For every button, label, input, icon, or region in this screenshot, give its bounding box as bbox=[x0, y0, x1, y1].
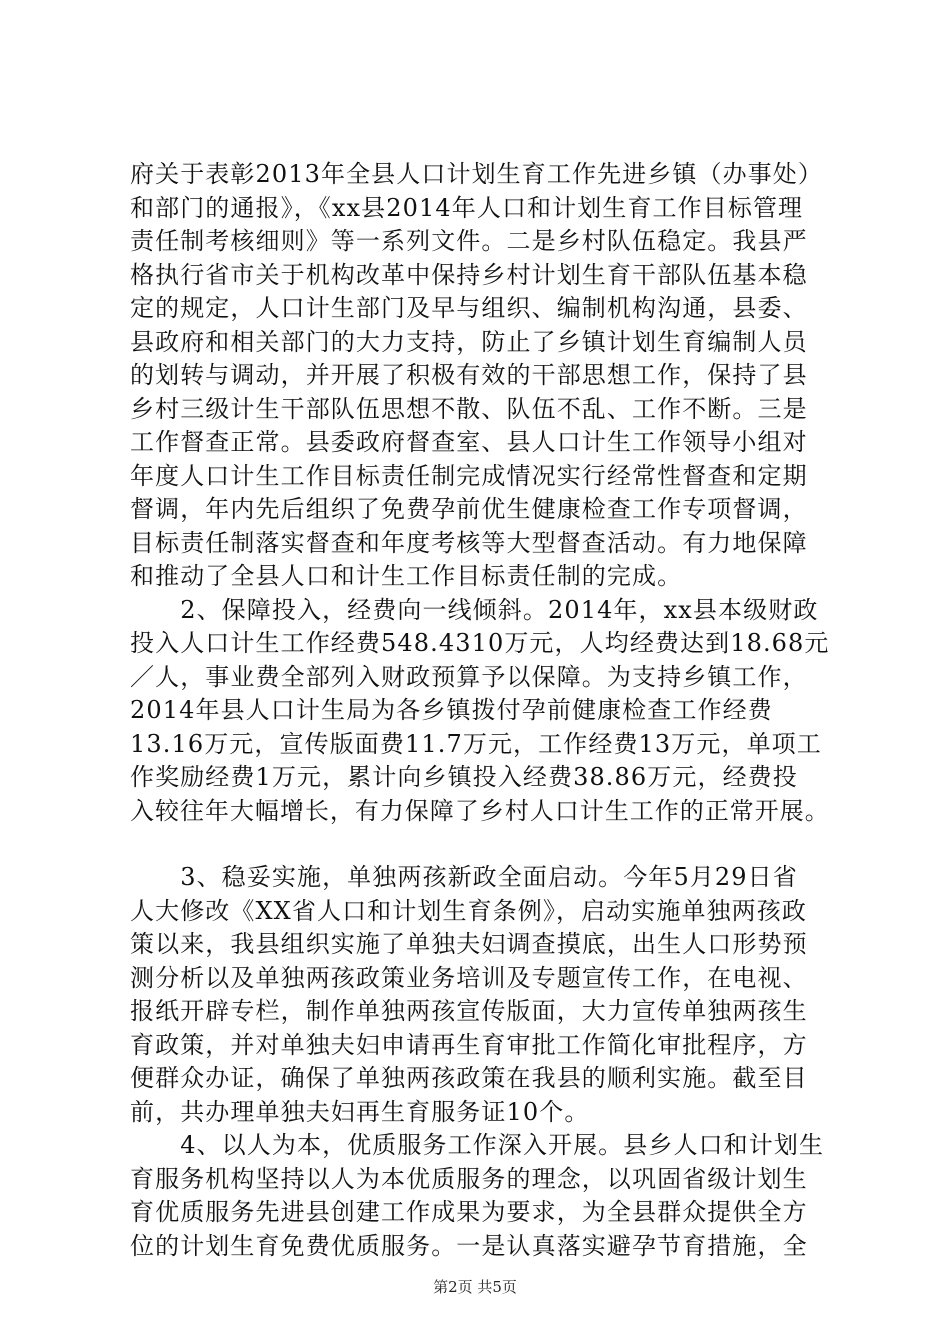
text-line: 3、稳妥实施，单独两孩新政全面启动。今年5月29日省 bbox=[130, 863, 798, 891]
text-line: 2、保障投入，经费向一线倾斜。2014年，xx县本级财政 bbox=[130, 595, 819, 624]
text-line: 位的计划生育免费优质服务。一是认真落实避孕节育措施，全 bbox=[130, 1231, 808, 1260]
text-line: 格执行省市关于机构改革中保持乡村计划生育干部队伍基本稳 bbox=[130, 260, 808, 289]
text-line: 育政策，并对单独夫妇申请再生育审批工作简化审批程序，方 bbox=[130, 1030, 808, 1059]
text-line: 育服务机构坚持以人为本优质服务的理念，以巩固省级计划生 bbox=[130, 1164, 808, 1193]
text-line: 县政府和相关部门的大力支持，防止了乡镇计划生育编制人员 bbox=[130, 327, 808, 356]
text-line: 督调，年内先后组织了免费孕前优生健康检查工作专项督调， bbox=[130, 495, 808, 523]
text-line: 2014年县人口计生局为各乡镇拨付孕前健康检查工作经费 bbox=[130, 696, 773, 724]
text-line: 年度人口计生工作目标责任制完成情况实行经常性督查和定期 bbox=[130, 461, 808, 490]
text-line: 入较往年大幅增长，有力保障了乡村人口计生工作的正常开展。 bbox=[130, 796, 830, 825]
text-line: 的划转与调动，并开展了积极有效的干部思想工作，保持了县 bbox=[130, 361, 808, 389]
text-line: 策以来，我县组织实施了单独夫妇调查摸底，出生人口形势预 bbox=[130, 930, 808, 958]
text-line: 和推动了全县人口和计生工作目标责任制的完成。 bbox=[130, 562, 683, 590]
text-line: 作奖励经费1万元，累计向乡镇投入经费38.86万元，经费投 bbox=[130, 763, 798, 791]
text-line: 和部门的通报》，《xx县2014年人口和计划生育工作目标管理 bbox=[130, 193, 804, 222]
text-line: 投入人口计生工作经费548.4310万元，人均经费达到18.68元 bbox=[130, 629, 830, 657]
text-line: 便群众办证，确保了单独两孩政策在我县的顺利实施。截至目 bbox=[130, 1064, 808, 1092]
text-line: 4、以人为本，优质服务工作深入开展。县乡人口和计划生 bbox=[130, 1131, 825, 1159]
text-line: 乡村三级计生干部队伍思想不散、队伍不乱、工作不断。三是 bbox=[130, 394, 808, 423]
text-line: 定的规定，人口计生部门及早与组织、编制机构沟通，县委、 bbox=[130, 294, 808, 322]
text-line: 13.16万元，宣传版面费11.7万元，工作经费13万元，单项工 bbox=[130, 729, 822, 758]
text-line: 府关于表彰2013年全县人口计划生育工作先进乡镇（办事处） bbox=[130, 160, 823, 188]
text-line: 目标责任制落实督查和年度考核等大型督查活动。有力地保障 bbox=[130, 528, 808, 557]
text-line: 责任制考核细则》等一系列文件。二是乡村队伍稳定。我县严 bbox=[130, 227, 808, 255]
text-line: 育优质服务先进县创建工作成果为要求，为全县群众提供全方 bbox=[130, 1198, 808, 1226]
text-line: 人大修改《XX省人口和计划生育条例》，启动实施单独两孩政 bbox=[130, 896, 807, 925]
document-body bbox=[130, 158, 830, 1263]
text-line: 前，共办理单独夫妇再生育服务证10个。 bbox=[130, 1097, 590, 1126]
text-line: ／人，事业费全部列入财政预算予以保障。为支持乡镇工作， bbox=[130, 662, 808, 691]
page-footer: 第2页 共5页 bbox=[433, 1278, 517, 1296]
text-line: 报纸开辟专栏，制作单独两孩宣传版面，大力宣传单独两孩生 bbox=[130, 997, 808, 1025]
text-line: 工作督查正常。县委政府督查室、县人口计生工作领导小组对 bbox=[130, 428, 808, 456]
text-line: 测分析以及单独两孩政策业务培训及专题宣传工作，在电视、 bbox=[130, 963, 808, 992]
paragraph-gap bbox=[130, 828, 830, 861]
